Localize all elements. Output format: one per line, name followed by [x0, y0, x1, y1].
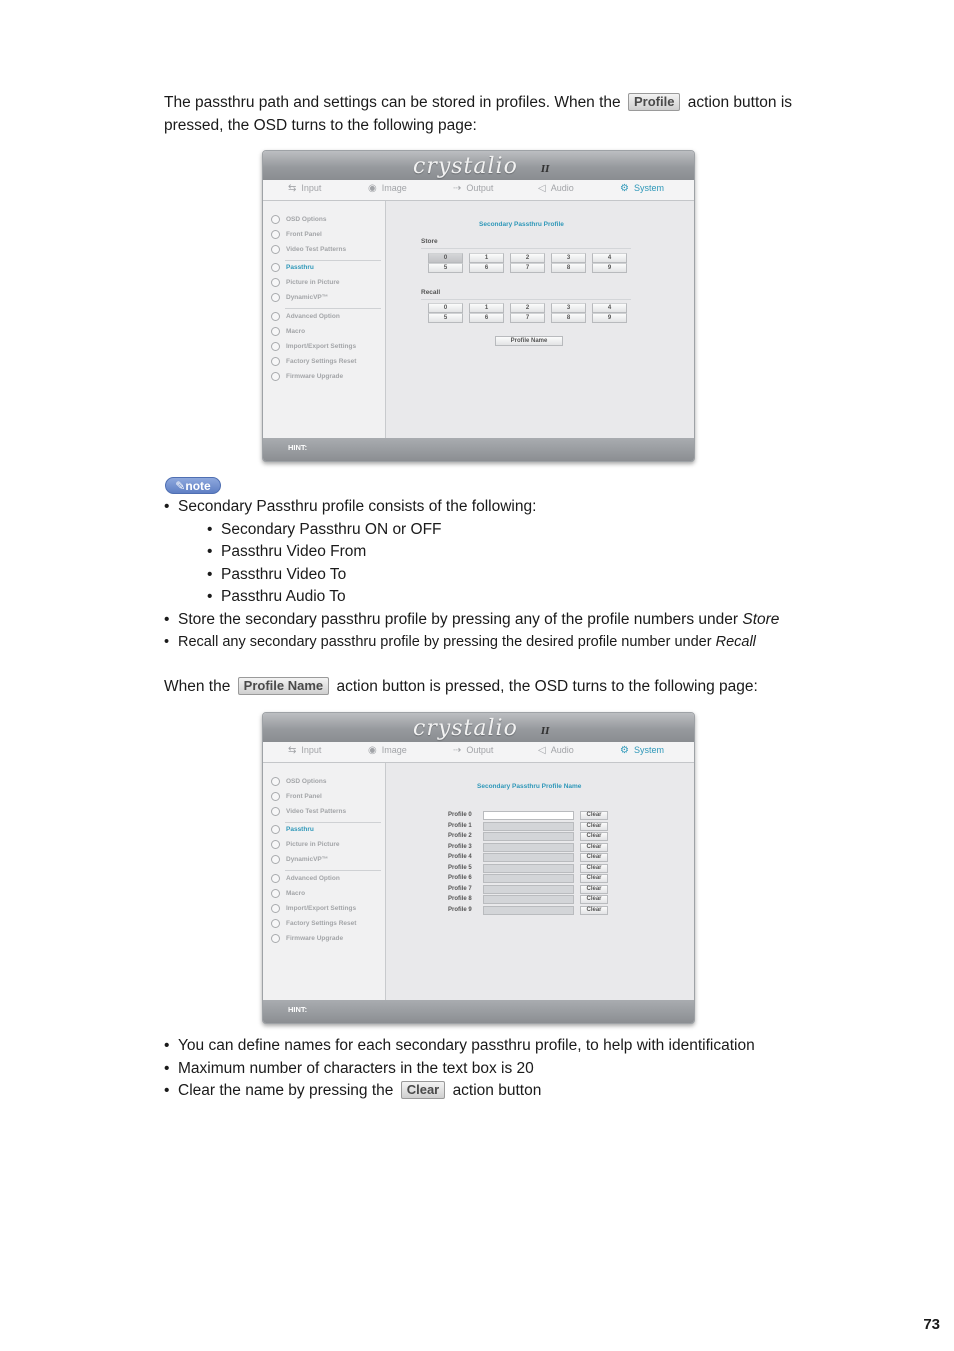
profile-row-8: Profile 8 Clear [448, 895, 695, 906]
recall-button-9[interactable]: 9 [592, 313, 627, 323]
profile-name-paragraph [164, 676, 844, 699]
tab-input[interactable]: ⇆ Input [288, 745, 322, 756]
osd-header [263, 713, 694, 742]
menu-item-dynamicvp[interactable]: DynamicVP™ [271, 855, 379, 868]
tab-output[interactable]: ⇢ Output [453, 745, 494, 756]
output-icon: ⇢ [453, 183, 462, 194]
radio-circle-icon [271, 889, 280, 898]
recall-button-8[interactable]: 8 [551, 313, 586, 323]
profile-action-button: Profile [628, 93, 680, 111]
list-item: • Passthru Audio To [207, 586, 779, 609]
recall-button-7[interactable]: 7 [510, 313, 545, 323]
menu-item-osd-options[interactable]: OSD Options [271, 777, 379, 790]
radio-circle-icon [271, 327, 280, 336]
store-button-9[interactable]: 9 [592, 263, 627, 273]
profile-name-input[interactable] [483, 822, 574, 831]
radio-circle-icon [271, 919, 280, 928]
profile-name-input[interactable] [483, 885, 574, 894]
clear-button[interactable]: Clear [580, 832, 608, 841]
radio-circle-icon [271, 874, 280, 883]
menu-item-passthru[interactable]: Passthru [271, 263, 379, 276]
recall-button-4[interactable]: 4 [592, 303, 627, 313]
profile-row-2: Profile 2 Clear [448, 832, 695, 843]
bottom-bullet-list [164, 1035, 755, 1103]
menu-divider [285, 260, 381, 261]
clear-button[interactable]: Clear [580, 895, 608, 904]
list-item: • Store the secondary passthru profile by pressing any of the profile numbers under Store [164, 609, 779, 632]
radio-circle-icon [271, 342, 280, 351]
store-button-4[interactable]: 4 [592, 253, 627, 263]
radio-circle-icon [271, 230, 280, 239]
list-item: • Recall any secondary passthru profile by pressing the desired profile number under Recall [164, 631, 779, 654]
clear-button[interactable]: Clear [580, 811, 608, 820]
recall-button-2[interactable]: 2 [510, 303, 545, 313]
para2-text-after: action button is pressed, the OSD turns to the following page: [336, 678, 758, 695]
recall-emphasis: Recall [715, 634, 756, 650]
clear-action-button: Clear [401, 1081, 446, 1099]
radio-circle-icon [271, 807, 280, 816]
radio-circle-icon [271, 278, 280, 287]
recall-button-5[interactable]: 5 [428, 313, 463, 323]
menu-item-video-test-patterns[interactable]: Video Test Patterns [271, 245, 379, 258]
recall-button-1[interactable]: 1 [469, 303, 504, 313]
osd-hint-bar [263, 438, 694, 461]
store-button-2[interactable]: 2 [510, 253, 545, 263]
menu-item-firmware-upgrade[interactable]: Firmware Upgrade [271, 934, 379, 947]
recall-label: Recall [421, 289, 441, 296]
menu-item-firmware-upgrade[interactable]: Firmware Upgrade [271, 372, 379, 385]
list-item: • Passthru Video To [207, 564, 779, 587]
eye-icon: ◉ [368, 745, 377, 756]
osd-sidebar [263, 201, 386, 438]
menu-item-import-export[interactable]: Import/Export Settings [271, 342, 379, 355]
recall-button-6[interactable]: 6 [469, 313, 504, 323]
osd-profile-name-button[interactable]: Profile Name [495, 336, 563, 346]
menu-item-advanced-option[interactable]: Advanced Option [271, 874, 379, 887]
osd-screenshot-profile-name [262, 712, 695, 1024]
note-bullet-list [164, 496, 779, 654]
radio-circle-icon [271, 934, 280, 943]
menu-item-factory-reset[interactable]: Factory Settings Reset [271, 919, 379, 932]
list-item: • Secondary Passthru ON or OFF [207, 519, 779, 542]
osd-profile-title: Secondary Passthru Profile [479, 221, 564, 228]
radio-circle-icon [271, 855, 280, 864]
radio-circle-icon [271, 904, 280, 913]
tab-system[interactable]: ⚙ System [620, 745, 664, 756]
store-button-3[interactable]: 3 [551, 253, 586, 263]
menu-item-import-export[interactable]: Import/Export Settings [271, 904, 379, 917]
page-number: 73 [923, 1316, 940, 1333]
profile-row-5: Profile 5 Clear [448, 864, 695, 875]
radio-circle-icon [271, 312, 280, 321]
store-button-0[interactable]: 0 [428, 253, 463, 263]
input-icon: ⇆ [288, 745, 297, 756]
store-button-5[interactable]: 5 [428, 263, 463, 273]
logo-mark: II [541, 165, 550, 175]
menu-item-macro[interactable]: Macro [271, 889, 379, 902]
profile-row-9: Profile 9 Clear [448, 906, 695, 917]
osd-tab-bar [263, 742, 694, 763]
profile-name-input[interactable] [483, 874, 574, 883]
radio-circle-icon [271, 372, 280, 381]
gear-icon: ⚙ [620, 745, 629, 756]
menu-item-dynamicvp[interactable]: DynamicVP™ [271, 293, 379, 306]
store-button-8[interactable]: 8 [551, 263, 586, 273]
recall-divider [421, 299, 631, 300]
menu-item-picture-in-picture[interactable]: Picture in Picture [271, 840, 379, 853]
profile-name-input[interactable] [483, 843, 574, 852]
hint-label: HINT: [288, 1005, 308, 1014]
pencil-icon: ✎ [175, 479, 186, 493]
profile-row-1: Profile 1 Clear [448, 822, 695, 833]
tab-output[interactable]: ⇢ Output [453, 183, 494, 194]
menu-item-front-panel[interactable]: Front Panel [271, 792, 379, 805]
tab-image[interactable]: ◉ Image [368, 183, 407, 194]
recall-button-0[interactable]: 0 [428, 303, 463, 313]
menu-divider [285, 308, 381, 309]
list-item: • Clear the name by pressing the Clear action button [164, 1080, 755, 1103]
store-button-1[interactable]: 1 [469, 253, 504, 263]
tab-audio[interactable]: ◁ Audio [538, 183, 574, 194]
profile-name-input[interactable] [483, 853, 574, 862]
menu-divider [285, 822, 381, 823]
profile-row-0: Profile 0 Clear [448, 811, 695, 822]
tab-audio[interactable]: ◁ Audio [538, 745, 574, 756]
radio-circle-icon [271, 245, 280, 254]
profile-row-3: Profile 3 Clear [448, 843, 695, 854]
clear-button[interactable]: Clear [580, 843, 608, 852]
clear-button[interactable]: Clear [580, 906, 608, 915]
radio-circle-icon [271, 357, 280, 366]
profile-row-4: Profile 4 Clear [448, 853, 695, 864]
tab-system[interactable]: ⚙ System [620, 183, 664, 194]
list-item: • Passthru Video From [207, 541, 779, 564]
eye-icon: ◉ [368, 183, 377, 194]
menu-item-front-panel[interactable]: Front Panel [271, 230, 379, 243]
menu-item-advanced-option[interactable]: Advanced Option [271, 312, 379, 325]
osd-header [263, 151, 694, 180]
intro-text-after: action button is pressed, the OSD turns to the following page: [164, 94, 793, 134]
radio-circle-icon [271, 792, 280, 801]
para2-text-before: When the [164, 678, 231, 695]
osd-screenshot-profile [262, 150, 695, 462]
menu-item-video-test-patterns[interactable]: Video Test Patterns [271, 807, 379, 820]
note-badge: ✎note [165, 477, 221, 494]
speaker-icon: ◁ [538, 183, 546, 194]
hint-label: HINT: [288, 443, 308, 452]
clear-button[interactable]: Clear [580, 853, 608, 862]
list-item: • You can define names for each secondary passthru profile, to help with identification [164, 1035, 755, 1058]
menu-item-passthru[interactable]: Passthru [271, 825, 379, 838]
store-button-7[interactable]: 7 [510, 263, 545, 273]
profile-name-input[interactable] [483, 811, 574, 820]
clear-button[interactable]: Clear [580, 885, 608, 894]
profile-name-action-button: Profile Name [238, 677, 329, 695]
radio-circle-icon [271, 263, 280, 272]
store-label: Store [421, 238, 438, 245]
radio-circle-icon [271, 840, 280, 849]
menu-item-macro[interactable]: Macro [271, 327, 379, 340]
clear-button[interactable]: Clear [580, 874, 608, 883]
recall-button-3[interactable]: 3 [551, 303, 586, 313]
radio-circle-icon [271, 777, 280, 786]
store-emphasis: Store [742, 610, 780, 628]
profile-name-input[interactable] [483, 864, 574, 873]
radio-circle-icon [271, 215, 280, 224]
input-icon: ⇆ [288, 183, 297, 194]
menu-divider [285, 870, 381, 871]
list-item: • Secondary Passthru profile consists of the following: [164, 496, 779, 519]
profile-name-input[interactable] [483, 895, 574, 904]
intro-text-before: The passthru path and settings can be stored in profiles. When the [164, 94, 621, 111]
crystalio-logo: crystalio [413, 154, 518, 179]
profile-name-input[interactable] [483, 832, 574, 841]
list-item: • Maximum number of characters in the text box is 20 [164, 1058, 755, 1081]
profile-name-form [448, 811, 618, 921]
menu-item-osd-options[interactable]: OSD Options [271, 215, 379, 228]
profile-row-6: Profile 6 Clear [448, 874, 695, 885]
osd-hint-bar [263, 1000, 694, 1023]
menu-item-picture-in-picture[interactable]: Picture in Picture [271, 278, 379, 291]
tab-image[interactable]: ◉ Image [368, 745, 407, 756]
speaker-icon: ◁ [538, 745, 546, 756]
tab-input[interactable]: ⇆ Input [288, 183, 322, 194]
store-button-6[interactable]: 6 [469, 263, 504, 273]
profile-row-7: Profile 7 Clear [448, 885, 695, 896]
gear-icon: ⚙ [620, 183, 629, 194]
logo-mark: II [541, 727, 550, 737]
output-icon: ⇢ [453, 745, 462, 756]
radio-circle-icon [271, 825, 280, 834]
osd-sidebar [263, 763, 386, 1000]
radio-circle-icon [271, 293, 280, 302]
osd-profile-name-title: Secondary Passthru Profile Name [477, 783, 582, 790]
crystalio-logo: crystalio [413, 716, 518, 741]
osd-tab-bar [263, 180, 694, 201]
clear-button[interactable]: Clear [580, 822, 608, 831]
intro-paragraph [164, 92, 844, 137]
profile-name-input[interactable] [483, 906, 574, 915]
clear-button[interactable]: Clear [580, 864, 608, 873]
store-divider [421, 248, 631, 249]
menu-item-factory-reset[interactable]: Factory Settings Reset [271, 357, 379, 370]
